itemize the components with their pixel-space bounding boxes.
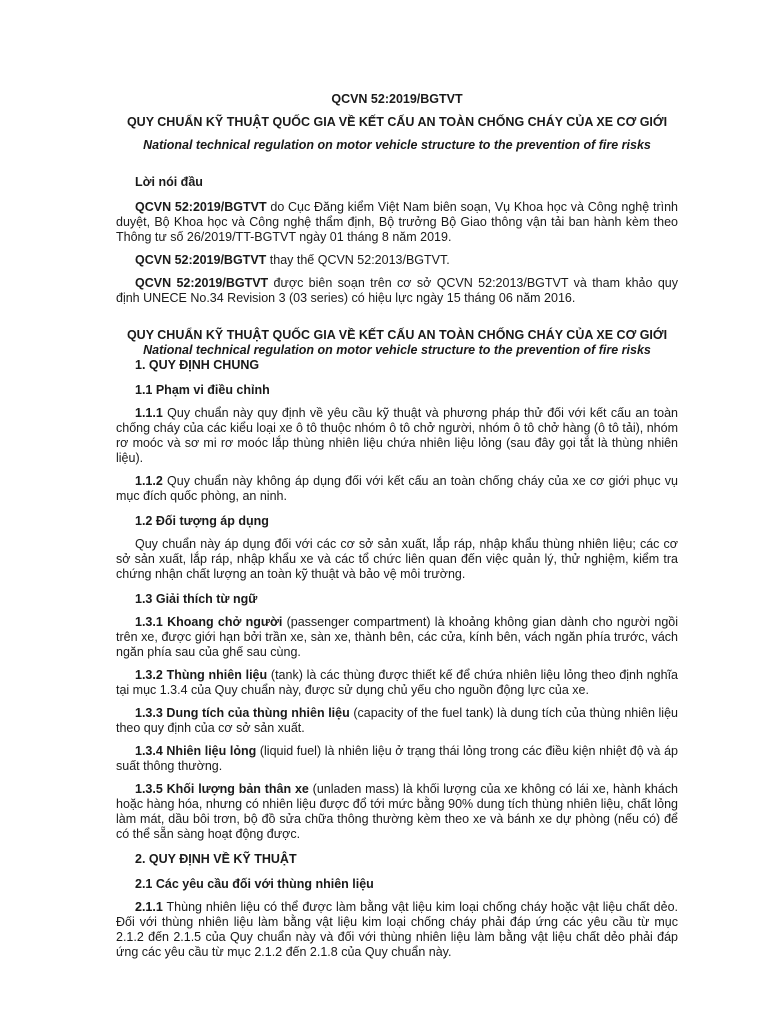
doc-title-en: National technical regulation on motor vehicle structure to the prevention of fire risks: [143, 138, 651, 152]
definition-term: 1.3.2 Thùng nhiên liệu: [135, 668, 268, 682]
section-heading-2-1: 2.1 Các yêu cầu đối với thùng nhiên liệu: [135, 877, 374, 891]
definition-text: (tank) là các thùng được thiết kế để chứa nhiên liệu lỏng theo định nghĩa tại mục 1.3.4 của Quy chuẩn này, được sử dụng chủ yếu cho nguồn động lực của xe.: [116, 668, 679, 697]
definition-term: 1.3.3 Dung tích của thùng nhiên liệu: [135, 706, 350, 720]
definition-term: 1.3.4 Nhiên liệu lỏng: [135, 744, 257, 758]
definition-term: 1.3.1 Khoang chở người: [135, 615, 283, 629]
doc-title-vn: QUY CHUẨN KỸ THUẬT QUỐC GIA VỀ KẾT CẤU AN TOÀN CHỐNG CHÁY CỦA XE CƠ GIỚI: [126, 115, 668, 129]
section-heading-1-3: 1.3 Giải thích từ ngữ: [135, 592, 258, 606]
clause-1-3-1: [116, 615, 678, 660]
foreword-heading: Lời nói đầu: [135, 175, 203, 189]
body-title-vn: QUY CHUẨN KỸ THUẬT QUỐC GIA VỀ KẾT CẤU AN TOÀN CHỐNG CHÁY CỦA XE CƠ GIỚI: [126, 328, 668, 342]
section-heading-2: 2. QUY ĐỊNH VỀ KỸ THUẬT: [135, 852, 297, 866]
clause-number: 1.1.2: [135, 474, 163, 488]
definition-term: 1.3.5 Khối lượng bản thân xe: [135, 782, 309, 796]
foreword-text: do Cục Đăng kiểm Việt Nam biên soạn, Vụ Khoa học và Công nghệ trình duyệt, Bộ Khoa học và Công nghệ thẩm định, Bộ trưởng Bộ Giao thông vận tải ban hành kèm theo Thông tư số 26/2019/TT-BGTVT ngày 01 tháng 8 năm 2019.: [116, 200, 678, 244]
clause-1-3-4: [116, 744, 678, 774]
clause-1-3-5: [116, 782, 678, 842]
definition-text: (passenger compartment) là khoảng không gian dành cho người ngồi trên xe, được giới hạn bởi trần xe, sàn xe, thành bên, các cửa, kính bên, vách ngăn phía trước, vách ngăn phía sau của ghế sau cùng.: [116, 615, 678, 659]
foreword-code: QCVN 52:2019/BGTVT: [135, 276, 269, 290]
doc-code: QCVN 52:2019/BGTVT: [331, 92, 463, 106]
foreword-paragraph-3: [116, 276, 678, 306]
clause-2-1-1: [116, 900, 678, 960]
body-title-en: National technical regulation on motor vehicle structure to the prevention of fire risks: [143, 343, 651, 357]
definition-text: (unladen mass) là khối lượng của xe không có lái xe, hành khách hoặc hàng hóa, nhưng có nhiên liệu được đổ tới mức bằng 90% dung tích thùng nhiên liệu, chất lỏng làm mát, dầu bôi trơn, bộ đồ sửa chữa thông thường kèm theo xe và bánh xe dự phòng (nếu có) để có thể sẵn sàng hoạt động được.: [116, 782, 678, 841]
foreword-paragraph-2: [116, 253, 678, 268]
clause-number: 1.1.1: [135, 406, 163, 420]
foreword-text: được biên soạn trên cơ sở QCVN 52:2013/BGTVT và tham khảo quy định UNECE No.34 Revision 3 (03 series) có hiệu lực ngày 15 tháng 06 năm 2016.: [116, 276, 678, 305]
foreword-code: QCVN 52:2019/BGTVT: [135, 253, 267, 267]
clause-1-1-2: [116, 474, 678, 504]
definition-text: (liquid fuel) là nhiên liệu ở trạng thái lỏng trong các điều kiện nhiệt độ và áp suất thông thường.: [116, 744, 679, 773]
foreword-code: QCVN 52:2019/BGTVT: [135, 200, 267, 214]
section-heading-1-1: 1.1 Phạm vi điều chỉnh: [135, 383, 270, 397]
foreword-paragraph-1: [116, 200, 678, 245]
section-heading-1: 1. QUY ĐỊNH CHUNG: [135, 358, 260, 372]
section-heading-1-2: 1.2 Đối tượng áp dụng: [135, 514, 269, 528]
clause-1-3-2: [116, 668, 678, 698]
clause-text: Thùng nhiên liệu có thể được làm bằng vật liệu kim loại chống cháy hoặc vật liệu chất dẻo. Đối với thùng nhiên liệu làm bằng vật liệu kim loại chống cháy phải đáp ứng các yêu cầu từ mục 2.1.2 đến 2.1.5 của Quy chuẩn này và đối với thùng nhiên liệu làm bằng vật liệu chất dẻo phải đáp ứng các yêu cầu từ mục 2.1.2 đến 2.1.8 của Quy chuẩn này.: [116, 900, 678, 959]
definition-text: (capacity of the fuel tank) là dung tích của thùng nhiên liệu theo quy định của cơ sở sản xuất.: [116, 706, 678, 735]
clause-text: Quy chuẩn này quy định về yêu cầu kỹ thuật và phương pháp thử đối với kết cấu an toàn chống cháy của các kiểu loại xe ô tô thuộc nhóm ô tô chở người, nhóm ô tô chở hàng (ô tô tải), nhóm rơ moóc và sơ mi rơ moóc lắp thùng nhiên liệu chứa nhiên liệu lỏng (sau đây gọi tắt là thùng nhiên liệu).: [116, 406, 678, 465]
clause-1-1-1: [116, 406, 678, 466]
clause-1-2-text: Quy chuẩn này áp dụng đối với các cơ sở sản xuất, lắp ráp, nhập khẩu thùng nhiên liệu; các cơ sở sản xuất, lắp ráp, nhập khẩu xe và các tổ chức liên quan đến việc quản lý, thử nghiệm, kiểm tra chứng nhận chất lượng an toàn kỹ thuật và bảo vệ môi trường.: [116, 537, 678, 581]
clause-1-3-3: [116, 706, 678, 736]
foreword-text: thay thế QCVN 52:2013/BGTVT.: [266, 253, 450, 267]
clause-text: Quy chuẩn này không áp dụng đối với kết cấu an toàn chống cháy của xe cơ giới phục vụ mục đích quốc phòng, an ninh.: [116, 474, 678, 503]
document-body: [116, 92, 678, 960]
clause-number: 2.1.1: [135, 900, 163, 914]
